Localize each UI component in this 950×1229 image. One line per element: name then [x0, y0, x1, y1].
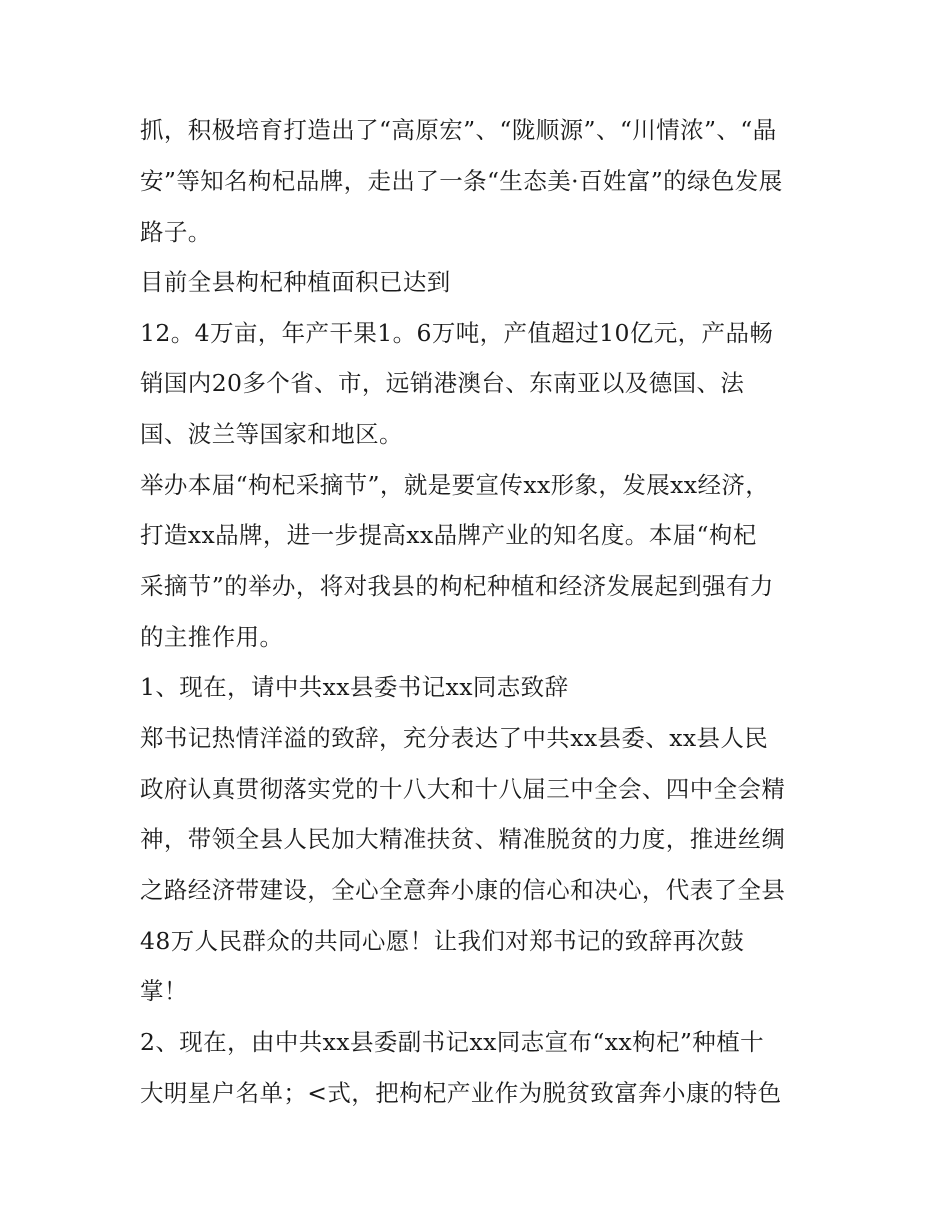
text-line: 打造xx品牌，进一步提高xx品牌产业的知名度。本届“枸杞 — [140, 521, 757, 549]
text-line: 路子。 — [140, 218, 212, 246]
text-line: 大明星户名单；<式，把枸杞产业作为脱贫致富奔小康的特色 — [140, 1079, 782, 1107]
text-line: 12。4万亩，年产干果1。6万吨，产值超过10亿元，产品畅 — [140, 319, 774, 347]
text-line: 之路经济带建设，全心全意奔小康的信心和决心，代表了全县 — [140, 876, 786, 904]
text-line: 国、波兰等国家和地区。 — [140, 420, 403, 448]
text-line: 掌！ — [140, 977, 188, 1005]
text-line: 2、现在，由中共xx县委副书记xx同志宣布“xx枸杞”种植十 — [140, 1028, 764, 1056]
text-line: 1、现在，请中共xx县委书记xx同志致辞 — [140, 673, 569, 701]
text-line: 郑书记热情洋溢的致辞，充分表达了中共xx县委、xx县人民 — [140, 724, 769, 752]
text-line: 举办本届“枸杞采摘节”，就是要宣传xx形象，发展xx经济， — [140, 471, 770, 499]
text-line: 神，带领全县人民加大精准扶贫、精准脱贫的力度，推进丝绸 — [140, 825, 786, 853]
text-line: 政府认真贯彻落实党的十八大和十八届三中全会、四中全会精 — [140, 775, 786, 803]
text-line: 销国内20多个省、市，远销港澳台、东南亚以及德国、法 — [140, 369, 745, 397]
text-line: 抓，积极培育打造出了“高原宏”、“陇顺源”、“川情浓”、“晶 — [140, 116, 777, 144]
text-line: 目前全县枸杞种植面积已达到 — [140, 268, 451, 296]
text-line: 采摘节”的举办，将对我县的枸杞种植和经济发展起到强有力 — [140, 572, 774, 600]
text-line: 安”等知名枸杞品牌，走出了一条“生态美·百姓富”的绿色发展 — [140, 167, 783, 195]
text-line: 48万人民群众的共同心愿！让我们对郑书记的致辞再次鼓 — [140, 927, 745, 955]
text-line: 的主推作用。 — [140, 623, 284, 651]
